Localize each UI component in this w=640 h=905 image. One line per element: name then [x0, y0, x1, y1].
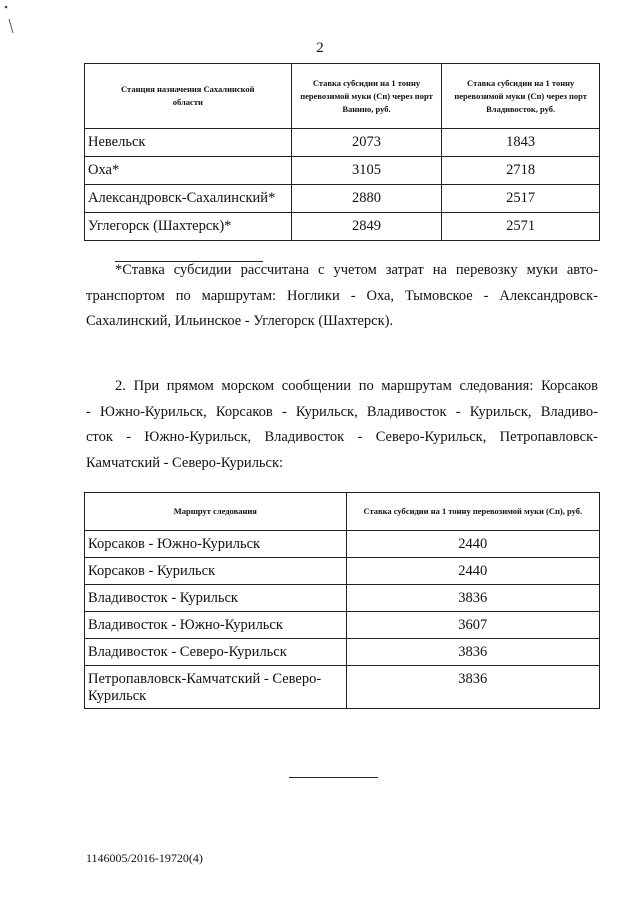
table-row	[85, 157, 600, 185]
route-rate: 3836	[346, 585, 599, 612]
rate-vladivostok: 2517	[442, 185, 600, 213]
subsidy-rates-table-sea-routes	[84, 492, 600, 709]
document-code: 1146005/2016-19720(4)	[86, 851, 203, 865]
route-name: Владивосток - Курильск	[85, 585, 347, 612]
rate-vanino: 2849	[291, 213, 442, 241]
rate-vanino: 2073	[291, 129, 442, 157]
route-rate: 3836	[346, 666, 599, 709]
subsidy-rates-table-sakhalin	[84, 63, 600, 241]
table-row	[85, 558, 600, 585]
table-row	[85, 531, 600, 558]
route-rate: 3607	[346, 612, 599, 639]
station-name: Александровск-Сахалинский*	[85, 185, 292, 213]
route-name: Владивосток - Северо-Курильск	[85, 639, 347, 666]
table-row	[85, 129, 600, 157]
page-number: 2	[316, 40, 324, 56]
rate-vladivostok: 1843	[442, 129, 600, 157]
route-rate: 2440	[346, 531, 599, 558]
rate-vladivostok: 2571	[442, 213, 600, 241]
rate-vanino: 3105	[291, 157, 442, 185]
route-name: Корсаков - Южно-Курильск	[85, 531, 347, 558]
footnote	[86, 258, 598, 335]
header-rate-via-vladivostok: Ставка субсидии на 1 тонну перевозимой муки (Сп) через порт Владивосток, руб.	[442, 64, 600, 129]
table-row	[85, 639, 600, 666]
header-rate-via-vanino: Ставка субсидии на 1 тонну перевозимой муки (Сп) через порт Ванино, руб.	[291, 64, 442, 129]
table-row	[85, 612, 600, 639]
paragraph-line: Камчатский - Северо-Курильск:	[86, 454, 284, 471]
table-header-row	[85, 493, 600, 531]
end-separator	[289, 777, 378, 778]
paragraph-sea-routes	[86, 374, 598, 476]
header-route: Маршрут следования	[85, 493, 347, 531]
table-row	[85, 666, 600, 709]
route-name: Владивосток - Южно-Курильск	[85, 612, 347, 639]
station-name: Оха*	[85, 157, 292, 185]
header-rate: Ставка субсидии на 1 тонну перевозимой муки (Сп), руб.	[346, 493, 599, 531]
footnote-line: Сахалинский, Ильинское - Углегорск (Шахтерск).	[86, 313, 394, 329]
table-header-row	[85, 64, 600, 129]
station-name: Углегорск (Шахтерск)*	[85, 213, 292, 241]
scan-corner-mark	[0, 3, 14, 43]
table-row	[85, 585, 600, 612]
route-name: Корсаков - Курильск	[85, 558, 347, 585]
footnote-line: транспортом по маршрутам: Ноглики - Оха, Тымовское - Александровск-	[86, 287, 598, 304]
table-row	[85, 185, 600, 213]
route-name: Петропавловск-Камчатский - Северо-Курильск	[85, 666, 347, 709]
paragraph-line: - Южно-Курильск, Корсаков - Курильск, Владивосток - Курильск, Владиво-	[86, 403, 598, 420]
rate-vladivostok: 2718	[442, 157, 600, 185]
route-rate: 3836	[346, 639, 599, 666]
header-destination-station: Станция назначения Сахалинской области	[85, 64, 292, 129]
footnote-line: *Ставка субсидии рассчитана с учетом затрат на перевозку муки авто-	[115, 262, 598, 278]
station-name: Невельск	[85, 129, 292, 157]
route-rate: 2440	[346, 558, 599, 585]
table-row	[85, 213, 600, 241]
paragraph-line: сток - Южно-Курильск, Владивосток - Северо-Курильск, Петропавловск-	[86, 429, 598, 445]
rate-vanino: 2880	[291, 185, 442, 213]
paragraph-line: 2. При прямом морском сообщении по маршрутам следования: Корсаков	[115, 378, 598, 394]
